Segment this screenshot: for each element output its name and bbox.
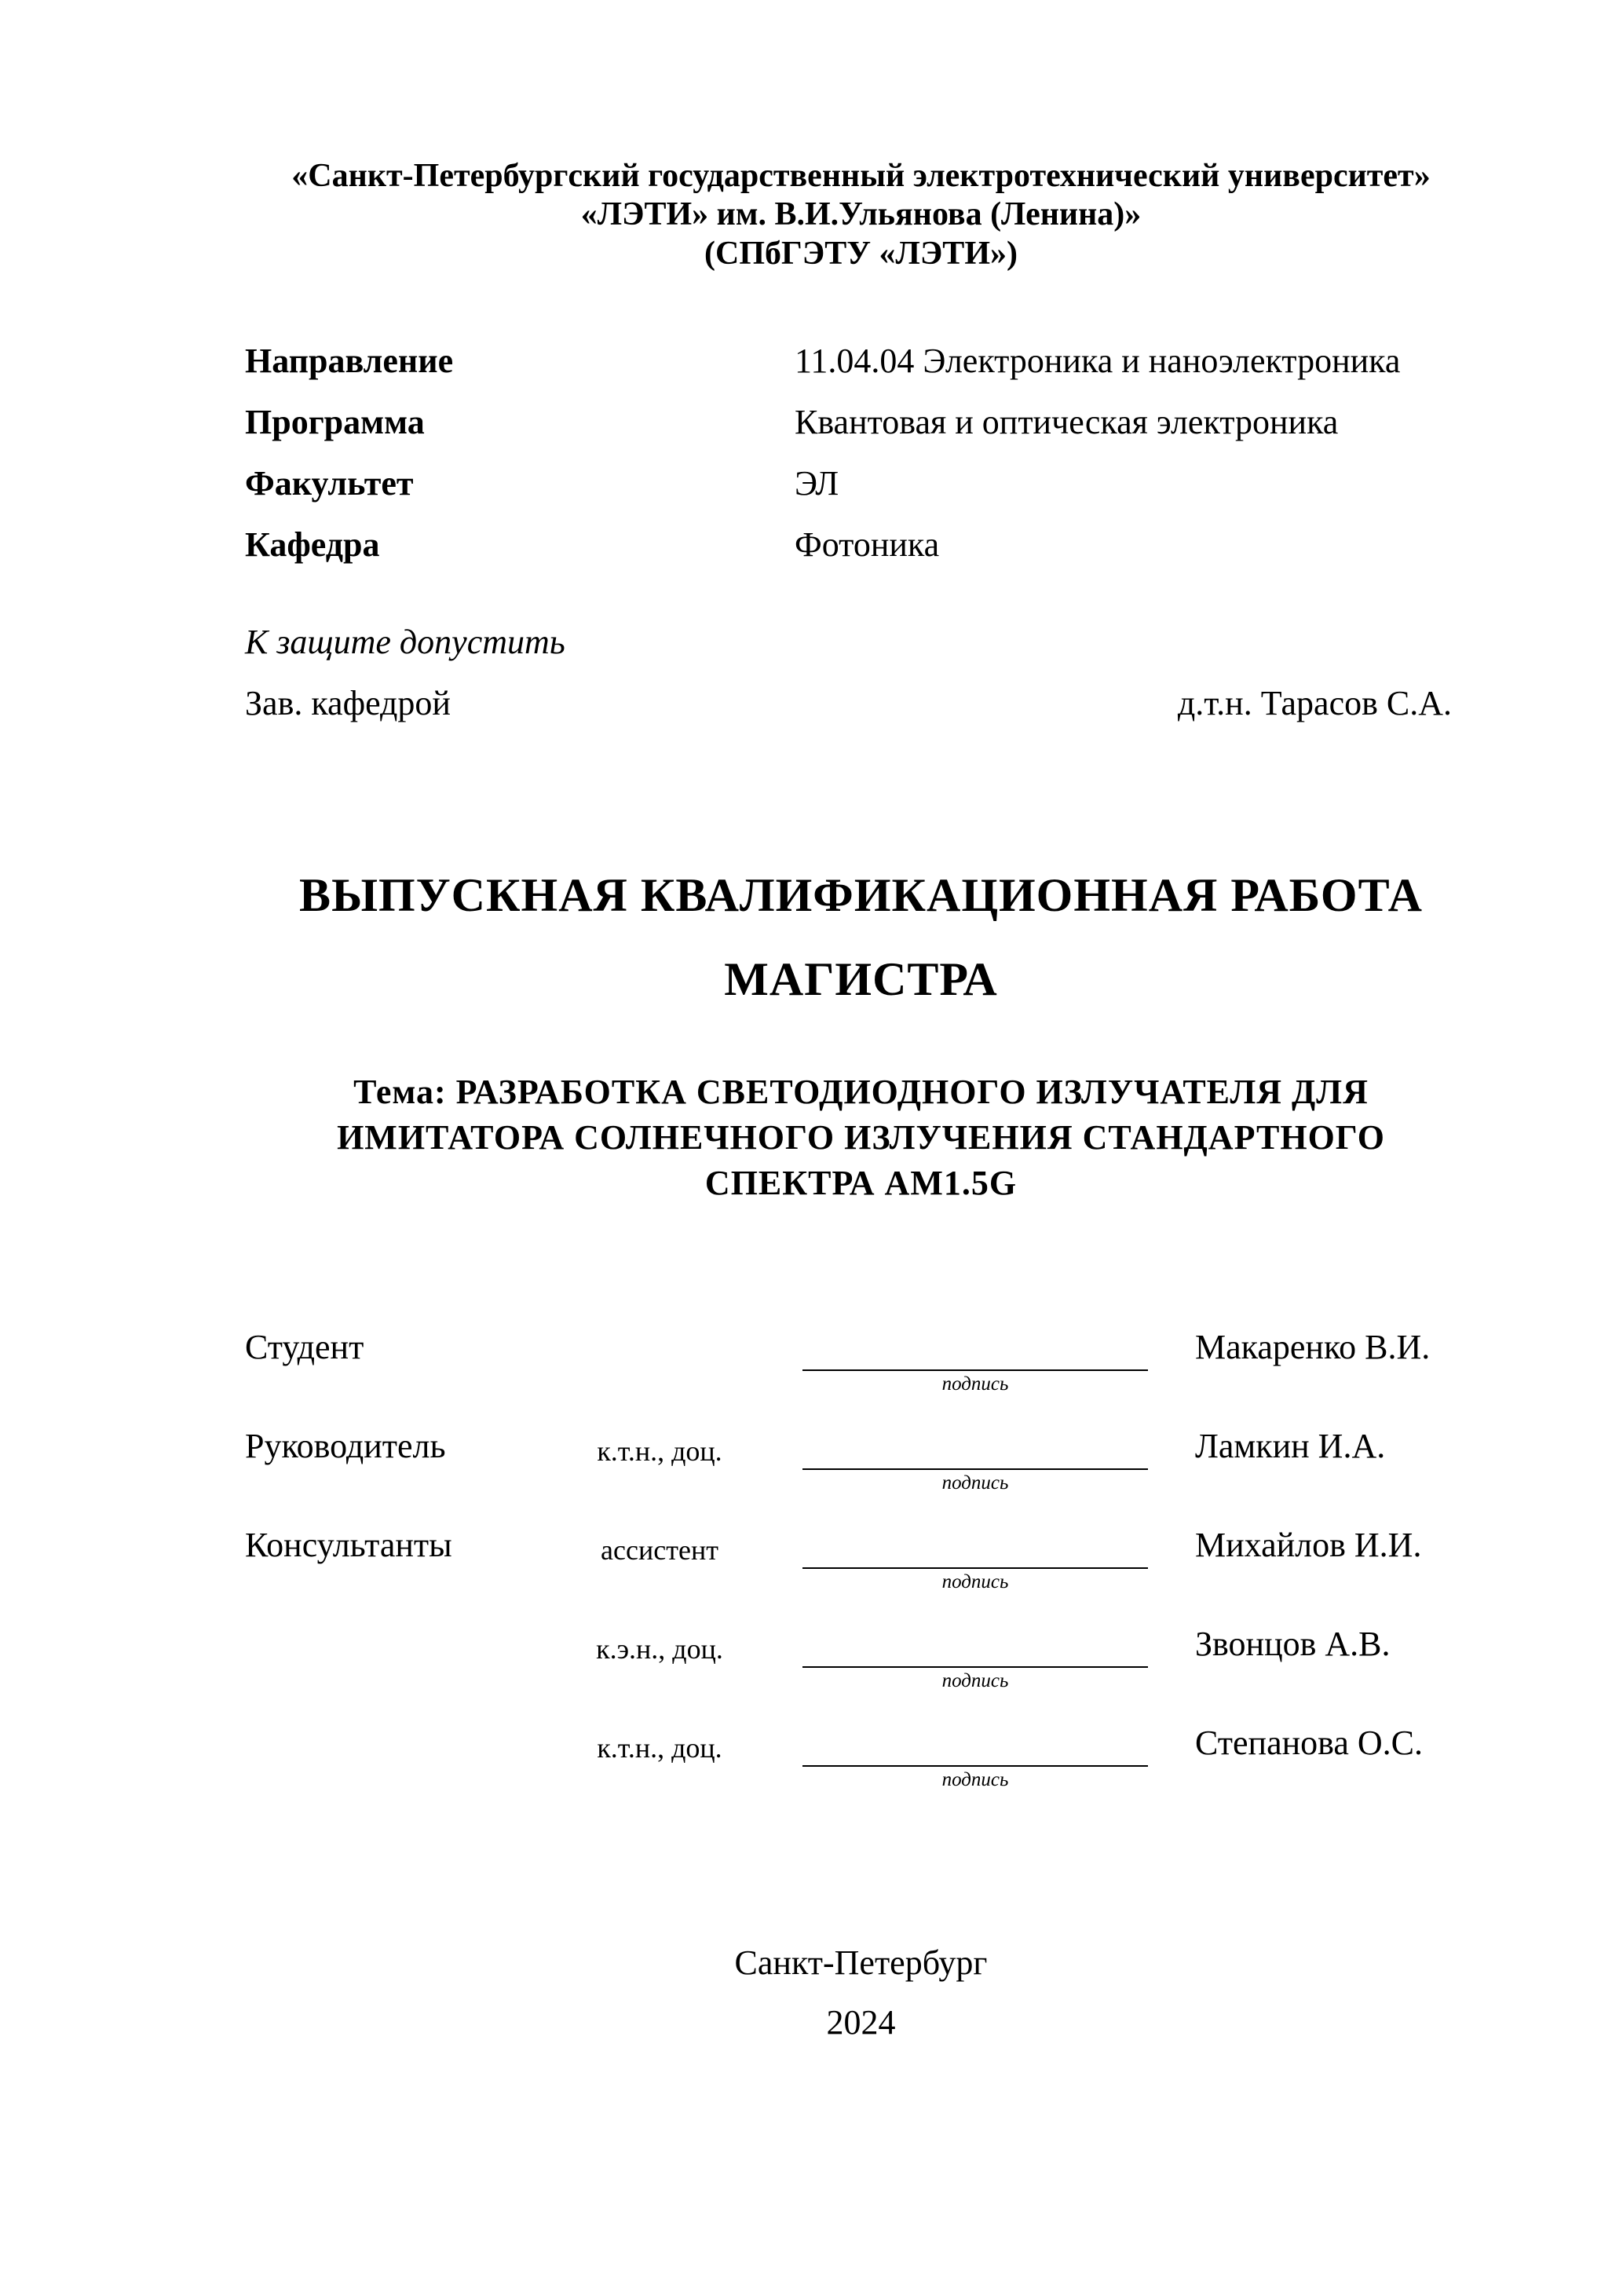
- signature-degree: к.т.н., доц.: [597, 1732, 722, 1764]
- topic-line3: СПЕКТРА AM1.5G: [704, 1164, 1018, 1202]
- info-value-program: Квантовая и оптическая электроника: [795, 403, 1339, 441]
- info-label-program: Программа: [245, 403, 425, 441]
- signature-name: Михайлов И.И.: [1195, 1526, 1422, 1564]
- signature-line: [802, 1666, 1148, 1668]
- signature-caption: подпись: [941, 1472, 1009, 1493]
- signature-line: [802, 1468, 1148, 1470]
- footer-city: Санкт-Петербург: [734, 1943, 988, 1982]
- info-label-faculty: Факультет: [245, 464, 414, 503]
- signature-name: Макаренко В.И.: [1195, 1328, 1431, 1366]
- signature-caption: подпись: [941, 1769, 1009, 1790]
- signature-line: [802, 1765, 1148, 1767]
- info-value-faculty: ЭЛ: [795, 464, 839, 503]
- document-title-line2: МАГИСТРА: [724, 953, 998, 1005]
- info-label-department: Кафедра: [245, 525, 380, 564]
- topic-line1: Тема: РАЗРАБОТКА СВЕТОДИОДНОГО ИЗЛУЧАТЕЛЯ ДЛЯ: [353, 1073, 1369, 1111]
- admit-to-defense: К защите допустить: [245, 623, 565, 661]
- signature-caption: подпись: [941, 1670, 1009, 1691]
- topic-line2: ИМИТАТОРА СОЛНЕЧНОГО ИЗЛУЧЕНИЯ СТАНДАРТНОГО: [337, 1118, 1385, 1157]
- signature-name: Ламкин И.А.: [1195, 1427, 1386, 1465]
- info-value-department: Фотоника: [795, 525, 940, 564]
- head-of-department-name: д.т.н. Тарасов С.А.: [1177, 684, 1452, 722]
- signature-degree: ассистент: [601, 1534, 718, 1566]
- signature-caption: подпись: [941, 1373, 1009, 1395]
- university-name-line2: «ЛЭТИ» им. В.И.Ульянова (Ленина)»: [580, 196, 1142, 232]
- university-name: «Санкт-Петербургский государственный электротехнический университет»: [291, 158, 1431, 194]
- signature-degree: к.э.н., доц.: [596, 1633, 723, 1665]
- signature-line: [802, 1567, 1148, 1569]
- signature-line: [802, 1369, 1148, 1371]
- signature-name: Степанова О.С.: [1195, 1724, 1423, 1762]
- university-abbreviation: (СПбГЭТУ «ЛЭТИ»): [704, 236, 1018, 272]
- signature-caption: подпись: [941, 1571, 1009, 1592]
- signature-role-consultants: Консультанты: [245, 1526, 452, 1564]
- info-value-direction: 11.04.04 Электроника и наноэлектроника: [795, 342, 1401, 380]
- footer-year: 2024: [826, 2003, 896, 2042]
- signature-name: Звонцов А.В.: [1195, 1625, 1391, 1663]
- signature-role-supervisor: Руководитель: [245, 1427, 446, 1465]
- head-of-department-label: Зав. кафедрой: [245, 684, 451, 722]
- signature-role-student: Студент: [245, 1328, 364, 1366]
- document-title: ВЫПУСКНАЯ КВАЛИФИКАЦИОННАЯ РАБОТА: [299, 869, 1423, 921]
- info-label-direction: Направление: [245, 342, 454, 380]
- signature-degree: к.т.н., доц.: [597, 1435, 722, 1467]
